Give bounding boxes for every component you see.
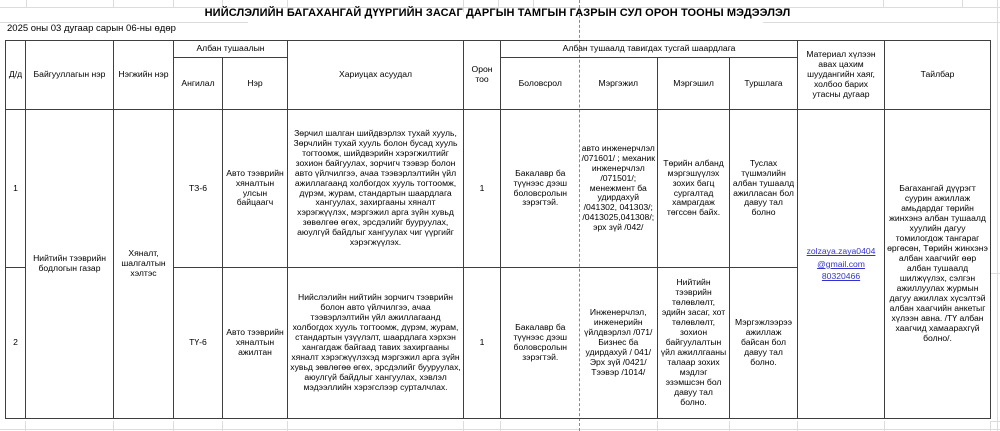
cell-specialization: Төрийн албанд мэргэшүүлэх зохих багц сургалтад хамрагдаж төгссөн байх.: [658, 110, 730, 268]
gridline: [500, 421, 501, 431]
gridline: [25, 421, 26, 431]
cell-dd: 2: [6, 268, 26, 419]
cell-experience: Туслах түшмэлийн албан тушаалд ажилласан бол давуу тал болно: [730, 110, 798, 268]
page-title: НИЙСЛЭЛИЙН БАГАХАНГАЙ ДҮҮРГИЙН ЗАСАГ ДАРГЫН ТАМГЫН ГАЗРЫН СУЛ ОРОН ТООНЫ МЭДЭЭЛЭЛ: [204, 7, 791, 19]
gridline: [173, 0, 174, 7]
header-requirements-group: Албан тушаалд тавигдах тусгай шаардлага: [501, 41, 798, 58]
cell-profession: авто инженерчлэл /071601/ ; механик инженерчлэл /071501/; менежмент ба удирдахуй /041302, 041303/; /0413025,041308/; эрх зүй /042/: [580, 110, 658, 268]
vacancy-table: [5, 40, 991, 419]
gridline: [287, 421, 288, 431]
header-experience: Туршлага: [730, 58, 798, 110]
header-org: Байгууллагын нэр: [26, 41, 114, 110]
cell-duties: Зөрчил шалган шийдвэрлэх тухай хууль, Зөрчлийн тухай хууль болон бусад хууль тогтоомж, шийдвэрийн хэрэгжилтийг зохион байгуулах, зорчигч тээвэр болон авто үйлчилгээ, ачаа тээвэрлэлтийн үйл ажиллагаанд холбогдох хууль тогтоомж, дүрэм, журам, стандартын шаардлага хангуулах, захиргааны хяналт хэрэгжүүлэх, мэргэжил арга зүйн хувьд зөвөлгөө өгөх, эрсдэлийг бууруулах, аюулгүй байдлыг хангуулах чиг үүргийг хэрэгжүүлэх.: [288, 110, 464, 268]
gridline: [657, 421, 658, 431]
cell-position-name: Авто тээврийн хяналтын ажилтан: [223, 268, 288, 419]
cell-unit: Хяналт, шалгалтын хэлтэс: [114, 110, 174, 419]
header-category: Ангилал: [174, 58, 223, 110]
document-date: 2025 оны 03 дугаар сарын 06-ны өдөр: [7, 23, 176, 34]
gridline: [997, 0, 998, 431]
contact-email-link[interactable]: [800, 245, 882, 282]
gridline: [113, 421, 114, 431]
gridline: [287, 0, 288, 7]
cell-count: 1: [464, 268, 501, 419]
gridline: [113, 0, 114, 7]
gridline: [463, 421, 464, 431]
cell-dd: 1: [6, 110, 26, 268]
header-specialization: Мэргэшил: [658, 58, 730, 110]
gridline: [26, 0, 27, 7]
contact-phone: 80320466: [821, 271, 861, 282]
cell-education: Бакалавр ба түүнээс дээш боловсролын зэрэгтэй.: [501, 110, 580, 268]
header-unit: Нэгжийн нэр: [114, 41, 174, 110]
gridline: [222, 421, 223, 431]
gridline: [763, 22, 1000, 23]
header-position-group: Албан тушаалын: [174, 41, 288, 58]
cell-experience: Мэргэжлээрээ ажиллаж байсан бол давуу тал болно.: [730, 268, 798, 419]
cell-category: ТҮ-6: [174, 268, 223, 419]
gridline: [990, 421, 991, 431]
gridline: [990, 273, 1000, 274]
gridline: [883, 0, 884, 7]
header-dd: Д/д: [6, 41, 26, 110]
cell-duties: Нийслэлийн нийтийн зорчигч тээврийн болон авто үйлчилгээ, ачаа тээвэрлэлтийн үйл ажиллагаанд холбогдох хууль тогтоомж, дүрэм, журам, стандартын үзүүлэлт, шаардлага хэрхэн хангагдаж байгаад тавих захиргааны хяналт хэрэгжүүлэхэд мэргэжил арга зүйн хувьд зөвлөгөө өгөх, эрсдэлийг бууруулах, аюулгүй байдлыг хангуулах, хэвлэл мэдээллийн хэрэгслээр сурталчлах.: [288, 268, 464, 419]
header-profession: Мэргэжил: [580, 58, 658, 110]
cell-count: 1: [464, 110, 501, 268]
header-education: Боловсрол: [501, 58, 580, 110]
cell-org: Нийтийн тээврийн бодлогын газар: [26, 110, 114, 419]
gridline: [990, 421, 1000, 422]
cell-profession: Инженерчлэл, инженерийн үйлдвэрлэл /071/ Бизнес ба удирдахуй / 041/ Эрх зүй /0421/ Тээвэр /1014/: [580, 268, 658, 419]
gridline: [797, 421, 798, 431]
gridline: [729, 421, 730, 431]
cell-contact: [798, 110, 885, 419]
gridline: [884, 421, 885, 431]
gridline: [222, 0, 223, 7]
cell-education: Бакалавр ба түүнээс дээш боловсролын зэрэгтэй.: [501, 268, 580, 419]
contact-email-user: zolzaya.zaya0404: [806, 246, 876, 257]
cell-position-name: Авто тээврийн хяналтын улсын байцаагч: [223, 110, 288, 268]
cell-notes: Багахангай дүүрэгт суурин ажиллаж амьдардаг төрийн жинхэнэ албан тушаалд хуулийн дагуу томилогдож тангараг өргөсөн, Төрийн жинхэнэ албан хаагчийг өөр албан тушаалд шилжүүлэх, сэлгэн ажиллуулах журмын дагуу ажиллах хүсэлтэй албан хаагчийн анкетыг хүлээн авна. /ТҮ албан хаагчид хамаарахгүй болно/.: [885, 110, 991, 419]
header-notes: Тайлбар: [885, 41, 991, 110]
cell-category: ТЗ-6: [174, 110, 223, 268]
gridline: [962, 0, 963, 7]
header-duties: Хариуцах асуудал: [288, 41, 464, 110]
header-count: Орон тоо: [464, 41, 501, 110]
header-contact: Материал хүлээн авах цахим шуудангийн хаяг, холбоо барих утасны дугаар: [798, 41, 885, 110]
table-row: [6, 110, 991, 268]
contact-email-domain: @gmail.com: [817, 258, 865, 269]
header-name: Нэр: [223, 58, 288, 110]
gridline: [173, 421, 174, 431]
cell-specialization: Нийтийн тээврийн төлөвлөлт, эдийн засаг, хот төлөвлөлт, зохион байгуулалтын үйл ажиллгааны талаар зохих мэдлэг эзэмшсэн бол давуу тал болно.: [658, 268, 730, 419]
